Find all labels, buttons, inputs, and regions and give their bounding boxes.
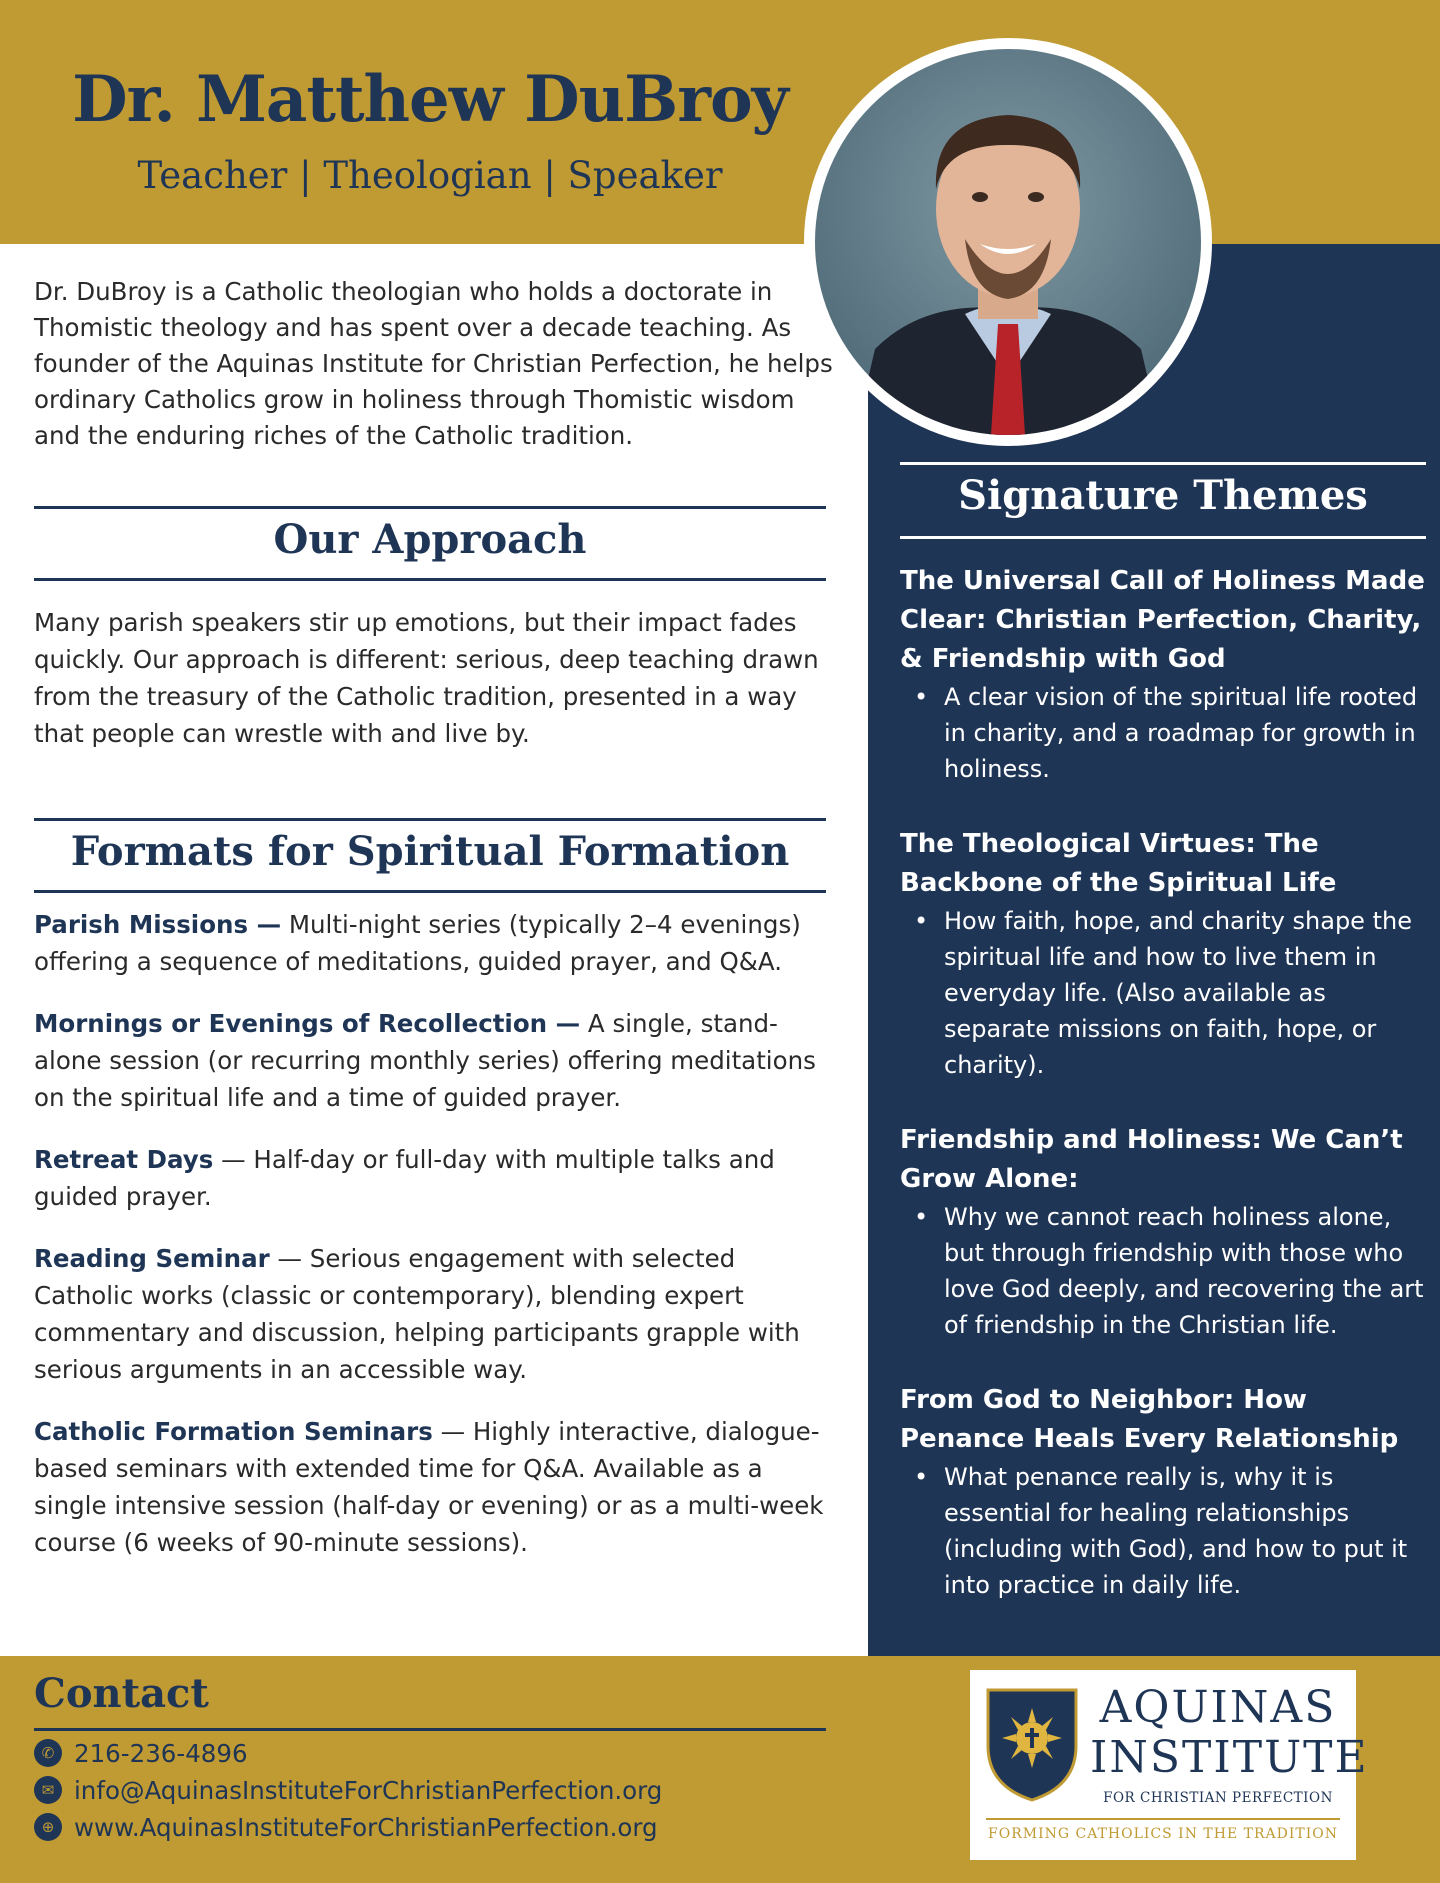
contact-website-row [34,1810,658,1844]
shield-sun-icon [984,1686,1080,1804]
contact-phone-row [34,1736,248,1770]
page-title: Dr. Matthew DuBroy [72,62,788,137]
portrait-photo [815,49,1201,435]
intro-paragraph: Dr. DuBroy is a Catholic theologian who holds a doctorate in Thomistic theology and has spent over a decade teaching. As founder of the Aquinas Institute for Christian Perfection, he helps ordinary Catholics grow in holiness through Thomistic wisdom and the enduring riches of the Catholic tradition. [34,277,833,450]
format-description: A single, stand-alone session (or recurring monthly series) offering meditations on the spiritual life and a time of guided prayer. [34,1009,816,1112]
logo-rule [986,1818,1340,1820]
theme-title: Friendship and Holiness: We Can’t Grow Alone: [900,1125,1403,1194]
logo-subtitle: FOR CHRISTIAN PERFECTION [1103,1790,1333,1806]
phone-number[interactable]: 216-236-4896 [74,1738,248,1768]
format-item [34,1413,834,1561]
themes-bottom-rule [900,536,1426,539]
logo-motto: FORMING CATHOLICS IN THE TRADITION [988,1826,1338,1842]
contact-rule [34,1728,826,1731]
formats-top-rule [34,818,826,821]
theme-title: From God to Neighbor: How Penance Heals Every Relationship [900,1385,1399,1454]
formats-bottom-rule [34,890,826,893]
portrait-frame [804,38,1212,446]
theme-item [900,1381,1430,1603]
format-name: Mornings or Evenings of Recollection — [34,1009,581,1038]
logo-name-line2: INSTITUTE [1090,1732,1369,1783]
format-description: — Half-day or full-day with multiple talks and guided prayer. [34,1145,775,1211]
theme-item [900,1121,1430,1343]
format-description: — Serious engagement with selected Catholic works (classic or contemporary), blending expert commentary and discussion, helping participants grapple with serious arguments in an accessible way. [34,1244,800,1384]
theme-bullet: • How faith, hope, and charity shape the spiritual life and how to live them in everyday life. (Also available as separate missions on faith, hope, or charity). [900,903,1430,1083]
logo-name-line1: AQUINAS [1099,1682,1337,1733]
email-icon: ✉ [34,1776,62,1804]
website-link[interactable]: www.AquinasInstituteForChristianPerfection.org [74,1812,658,1842]
theme-bullet: • A clear vision of the spiritual life rooted in charity, and a roadmap for growth in holiness. [900,679,1430,787]
themes-heading: Signature Themes [958,472,1368,519]
format-description: Multi-night series (typically 2–4 evenings) offering a sequence of meditations, guided prayer, and Q&A. [34,910,801,976]
aquinas-logo [970,1670,1369,1860]
theme-item [900,562,1430,787]
format-description: — Highly interactive, dialogue-based seminars with extended time for Q&A. Available as a single intensive session (half-day or evening) or as a multi-week course (6 weeks of 90-minute sessions). [34,1417,824,1557]
theme-bullet: • Why we cannot reach holiness alone, but through friendship with those who love God deeply, and recovering the art of friendship in the Christian life. [900,1199,1430,1343]
email-link[interactable]: info@AquinasInstituteForChristianPerfection.org [74,1775,663,1805]
person-silhouette-icon [815,49,1201,435]
theme-item [900,825,1430,1083]
format-name: Catholic Formation Seminars [34,1417,433,1446]
format-item [34,1005,834,1116]
format-name: Reading Seminar [34,1244,270,1273]
format-item [34,906,834,980]
format-item [34,1240,834,1388]
theme-bullet: • What penance really is, why it is essential for healing relationships (including with God), and how to put it into practice in daily life. [900,1459,1430,1603]
contact-email-row [34,1773,662,1807]
phone-icon: ✆ [34,1739,62,1767]
format-name: Retreat Days [34,1145,214,1174]
theme-title: The Universal Call of Holiness Made Clear: Christian Perfection, Charity, & Friendship with God [900,566,1425,674]
formats-heading: Formats for Spiritual Formation [70,828,790,875]
approach-heading: Our Approach [273,516,587,563]
approach-paragraph: Many parish speakers stir up emotions, but their impact fades quickly. Our approach is different: serious, deep teaching drawn from the treasury of the Catholic tradition, presented in a way that people can wrestle with and live by. [34,608,819,748]
format-name: Parish Missions — [34,910,282,939]
themes-top-rule [900,462,1426,465]
theme-title: The Theological Virtues: The Backbone of the Spiritual Life [900,829,1337,898]
contact-heading: Contact [34,1670,209,1717]
approach-top-rule [34,506,826,509]
formats-list [34,906,834,1586]
tagline: Teacher | Theologian | Speaker [137,154,723,197]
themes-list [900,562,1430,1641]
format-item [34,1141,834,1215]
globe-icon: ⊕ [34,1813,62,1841]
approach-bottom-rule [34,578,826,581]
